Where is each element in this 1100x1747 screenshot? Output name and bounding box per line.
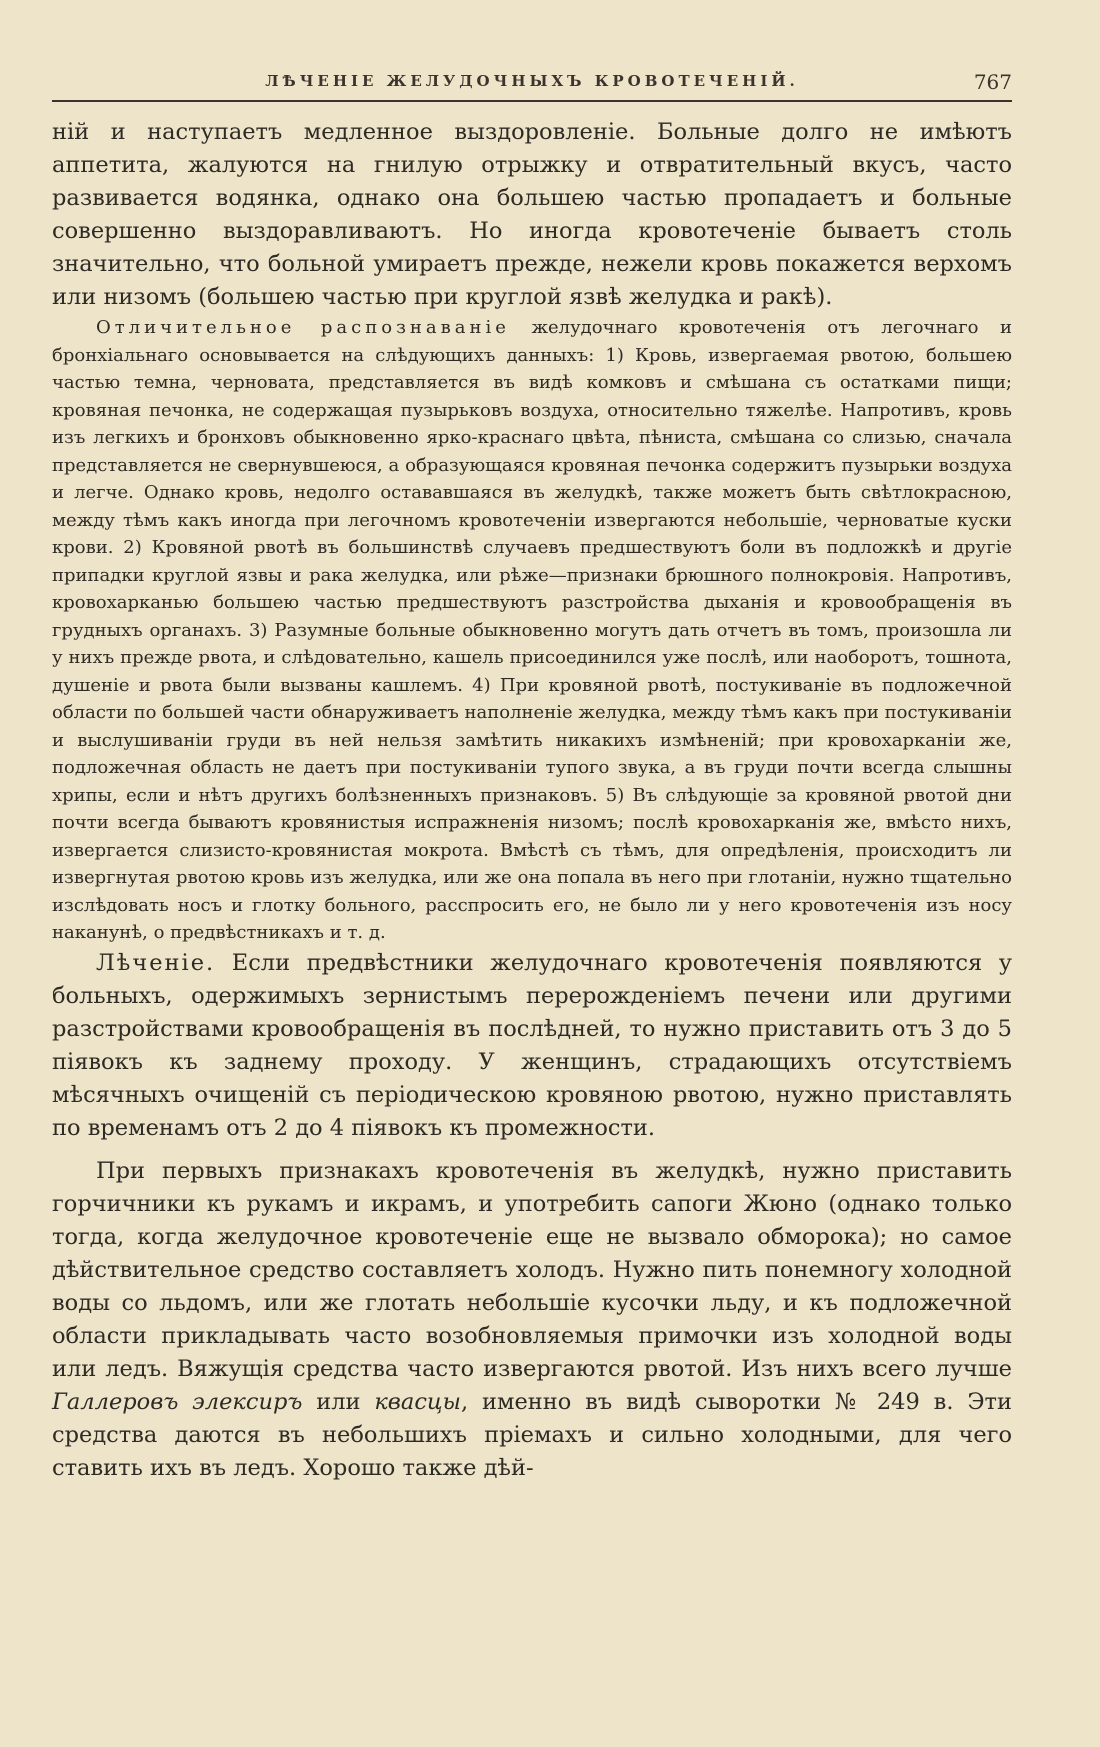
differential-diagnosis-text: желудочнаго кровотеченія отъ легочнаго и бронхіальнаго основывается на слѣдующихъ данныхъ: 1) Кровь, извергаемая рвотою, большею частью темна, черновата, представляется въ видѣ комковъ и смѣшана съ остатками пищи; кровяная печонка, не содержащая пузырьковъ воздуха, относительно тяжелѣе. Напротивъ, кровь изъ легкихъ и бронховъ обыкновенно ярко-краснаго цвѣта, пѣниста, смѣшана со слизью, сначала представляется не свернувшеюся, а образующаяся кровяная печонка содержитъ пузырьки воздуха и легче. Однако кровь, недолго остававшаяся въ желудкѣ, также можетъ быть свѣтлокрасною, между тѣмъ какъ иногда при легочномъ кровотеченіи извергаются небольшіе, черноватые куски крови. 2) Кровяной рвотѣ въ большинствѣ случаевъ предшествуютъ боли въ подложкѣ и другіе припадки круглой язвы и рака желудка, или рѣже—признаки брюшного полнокровія. Напротивъ, кровохарканью большею частью предшествуютъ разстройства дыханія и кровообращенія въ грудныхъ органахъ. 3) Разумные больные обыкновенно могутъ дать отчетъ въ томъ, произошла ли у нихъ прежде рвота, и слѣдовательно, кашель присоединился уже послѣ, или наоборотъ, тошнота, душеніе и рвота были вызваны кашлемъ. 4) При кровяной рвотѣ, постукиваніе въ подложечной области по большей части обнаруживаетъ наполненіе желудка, между тѣмъ какъ при постукиваніи и выслушиваніи груди въ ней нельзя замѣтить никакихъ измѣненій; при кровохарканіи же, подложечная область не даетъ при постукиваніи тупого звука, а въ груди почти всегда слышны хрипы, если и нѣтъ другихъ болѣзненныхъ признаковъ. 5) Въ слѣдующіе за кровяной рвотой дни почти всегда бываютъ кровянистыя испражненія низомъ; послѣ кровохарканія же, вмѣсто нихъ, извергается слизисто-кровянистая мокрота. Вмѣстѣ съ тѣмъ, для опредѣленія, происходитъ ли извергнутая рвотою кровь изъ желудка, или же она попала въ него при глотаніи, нужно тщательно изслѣдовать носъ и глотку больного, расспросить его, не было ли у него кровотеченія изъ носу наканунѣ, о предвѣстникахъ и т. д. — [52, 317, 1012, 943]
page-number: 767 — [973, 70, 1012, 94]
paragraph-differential-diagnosis — [52, 314, 1012, 947]
remedy-haller-elixir: Галлеровъ элексиръ — [52, 1388, 303, 1415]
first-signs-text-1: При первыхъ признакахъ кровотеченія въ желудкѣ, нужно приставить горчичники къ рукамъ и икрамъ, и употребить сапоги Жюно (однако только тогда, когда желудочное кровотеченіе еще не вызвало обморока); но самое дѣйствительное средство составляетъ холодъ. Нужно пить понемногу холодной воды со льдомъ, или же глотать небольшіе кусочки льду, и къ подложечной области прикладывать часто возобновляемыя примочки изъ холодной воды или ледъ. Вяжущія средства часто извергаются рвотой. Изъ нихъ всего лучше — [52, 1157, 1012, 1382]
section-heading-treatment: Лѣченіе. — [96, 949, 216, 976]
treatment-text: Если предвѣстники желудочнаго кровотеченія появляются у больныхъ, одержимыхъ зернистымъ перерожденіемъ печени или другими разстройствами кровообращенія въ послѣдней, то нужно приставить отъ 3 до 5 піявокъ къ заднему проходу. У женщинъ, страдающихъ отсутствіемъ мѣсячныхъ очищеній съ періодическою кровяною рвотою, нужно приставлять по временамъ отъ 2 до 4 піявокъ къ промежности. — [52, 949, 1012, 1141]
paragraph-recovery: ній и наступаетъ медленное выздоровленіе. Больные долго не имѣютъ аппетита, жалуются на гнилую отрыжку и отвратительный вкусъ, часто развивается водянка, однако она большею частью пропадаетъ и больные совершенно выздоравливаютъ. Но иногда кровотеченіе бываетъ столь значительно, что больной умираетъ прежде, нежели кровь покажется верхомъ или низомъ (большею частью при круглой язвѣ желудка и ракѣ). — [52, 119, 1012, 310]
first-signs-text-2: или — [302, 1388, 375, 1415]
page-header — [52, 70, 1012, 102]
section-heading-differential-diagnosis: Отличительное распознаваніе — [96, 317, 510, 338]
remedy-alum: квасцы — [374, 1388, 461, 1415]
first-signs-text-3: , именно въ видѣ сыворотки № 249 в. Эти средства даются въ небольшихъ пріемахъ и сильно холодными, для чего ставить ихъ въ ледъ. Хорошо также дѣй- — [52, 1388, 1012, 1481]
running-title: ЛѢЧЕНІЕ ЖЕЛУДОЧНЫХЪ КРОВОТЕЧЕНІЙ. — [265, 72, 799, 90]
paragraph-treatment — [52, 947, 1012, 1145]
paragraph-first-signs — [52, 1155, 1012, 1485]
